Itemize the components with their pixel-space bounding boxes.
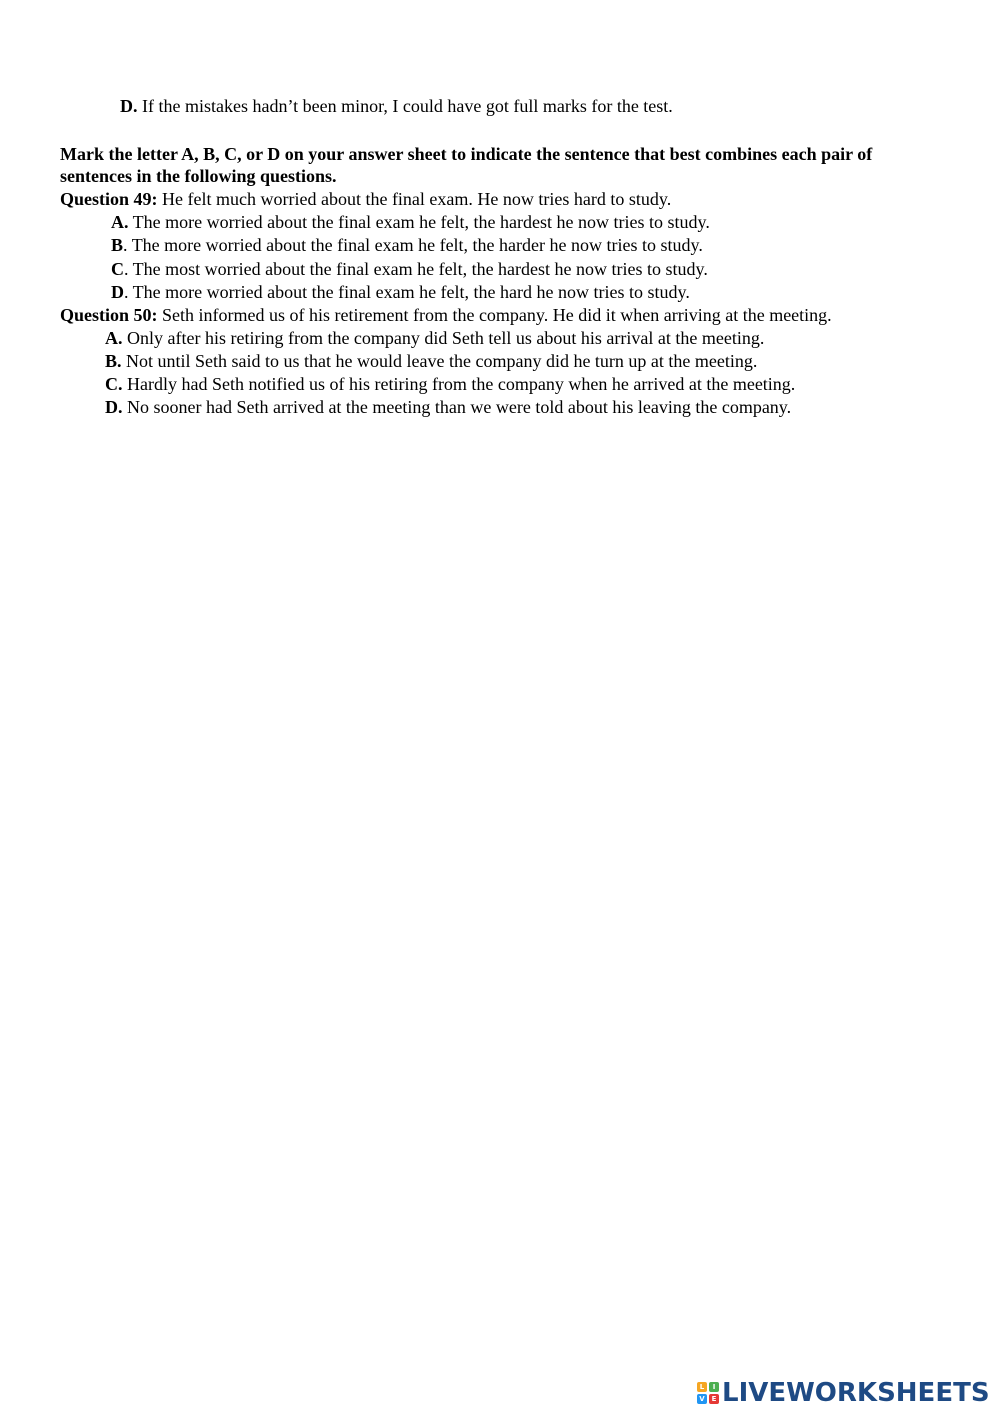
logo-mark-tile: V xyxy=(697,1394,707,1404)
logo-mark-icon xyxy=(697,1382,719,1404)
liveworksheets-logo xyxy=(697,1377,990,1409)
logo-mark-tile: L xyxy=(697,1382,707,1392)
option-text: The more worried about the final exam he felt, the hardest he now tries to study. xyxy=(128,212,710,232)
option-letter: D. xyxy=(105,397,123,417)
q49-option-b xyxy=(111,234,703,256)
question-text: He felt much worried about the final exam. He now tries hard to study. xyxy=(157,189,672,209)
section-instruction: Mark the letter A, B, C, or D on your answer sheet to indicate the sentence that best combines each pair of sentences in the following questions. xyxy=(60,144,873,186)
question-label: Question 49: xyxy=(60,189,158,209)
q49-option-c xyxy=(111,258,708,280)
logo-mark-tile: I xyxy=(709,1382,719,1392)
q49-option-d xyxy=(111,281,690,303)
option-text: . The more worried about the final exam he felt, the hard he now tries to study. xyxy=(124,282,690,302)
question-50 xyxy=(60,304,832,326)
logo-text: LIVEWORKSHEETS xyxy=(722,1378,990,1408)
q50-option-a xyxy=(105,327,764,349)
option-text: Not until Seth said to us that he would leave the company did he turn up at the meeting. xyxy=(121,351,758,371)
q50-option-d xyxy=(105,396,791,418)
option-text: Hardly had Seth notified us of his retiring from the company when he arrived at the meeting. xyxy=(122,374,796,394)
question-label: Question 50: xyxy=(60,305,158,325)
option-letter: C xyxy=(111,259,124,279)
q50-option-b xyxy=(105,350,757,372)
question-49 xyxy=(60,188,671,210)
option-letter: B. xyxy=(105,351,122,371)
option-text: Only after his retiring from the company did Seth tell us about his arrival at the meeting. xyxy=(122,328,765,348)
option-text: No sooner had Seth arrived at the meeting than we were told about his leaving the company. xyxy=(122,397,792,417)
option-text: . The most worried about the final exam he felt, the hardest he now tries to study. xyxy=(124,259,708,279)
option-letter: B xyxy=(111,235,124,255)
question-text: Seth informed us of his retirement from the company. He did it when arriving at the meeting. xyxy=(157,305,832,325)
q50-option-c xyxy=(105,373,795,395)
option-letter: A. xyxy=(105,328,123,348)
option-letter: D xyxy=(111,282,124,302)
previous-option-d xyxy=(120,95,673,117)
option-text: . The more worried about the final exam he felt, the harder he now tries to study. xyxy=(123,235,703,255)
q49-option-a xyxy=(111,211,710,233)
logo-mark-tile: E xyxy=(709,1394,719,1404)
option-letter: D. xyxy=(120,96,138,116)
option-letter: A. xyxy=(111,212,129,232)
option-letter: C. xyxy=(105,374,123,394)
option-text: If the mistakes hadn’t been minor, I could have got full marks for the test. xyxy=(137,96,673,116)
